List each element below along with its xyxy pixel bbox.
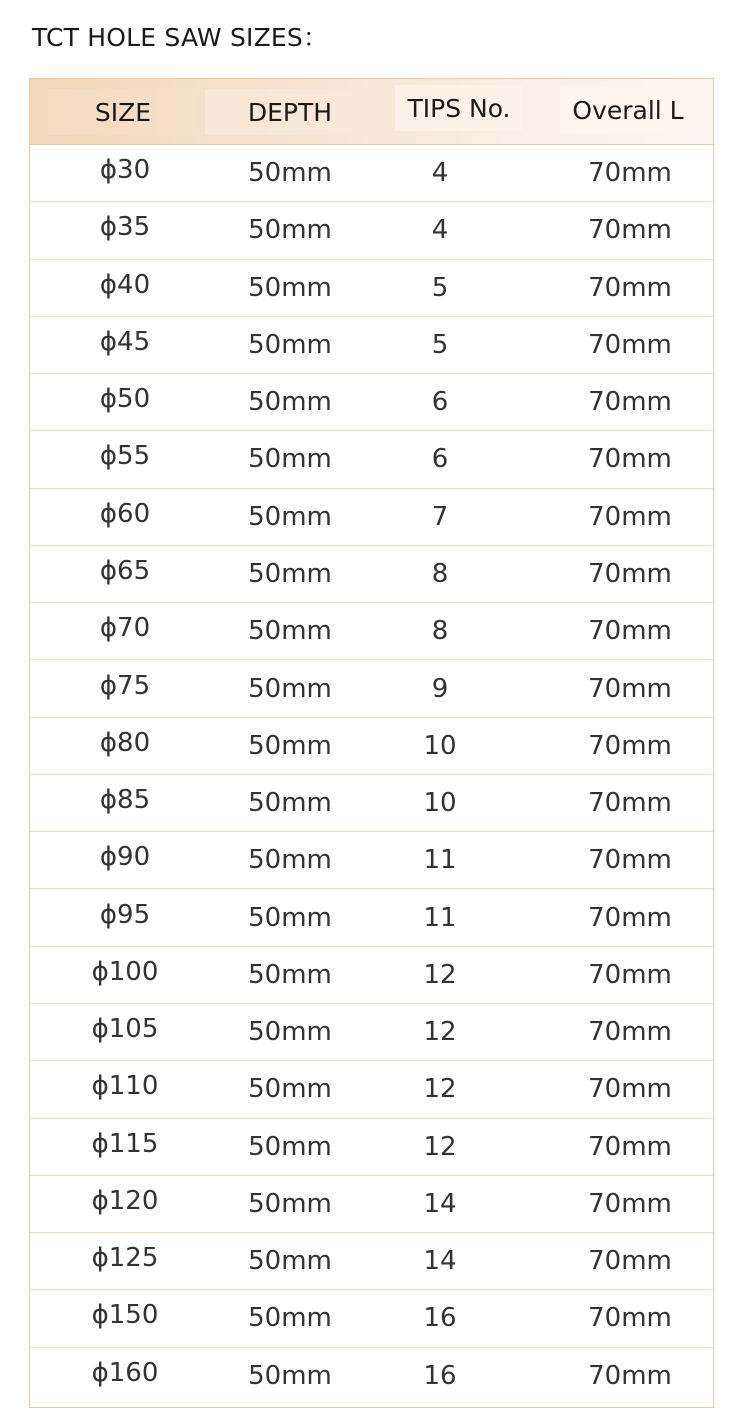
- cell-overall-length: 70mm: [588, 845, 672, 876]
- cell-tips: 9: [431, 673, 449, 704]
- table-row: [30, 431, 713, 488]
- cell-overall-length: 70mm: [588, 730, 672, 761]
- table-row: [30, 1061, 713, 1118]
- cell-depth: 50mm: [248, 1188, 332, 1219]
- cell-tips: 16: [423, 1361, 457, 1392]
- cell-overall-length: 70mm: [588, 215, 672, 246]
- cell-overall-length: 70mm: [588, 673, 672, 704]
- cell-overall-length: 70mm: [588, 788, 672, 819]
- cell-size: ϕ105: [91, 1014, 159, 1045]
- cell-tips: 4: [431, 215, 449, 246]
- table-row: [30, 718, 713, 775]
- cell-tips: 14: [423, 1188, 457, 1219]
- cell-tips: 6: [431, 387, 449, 418]
- cell-overall-length: 70mm: [588, 1017, 672, 1048]
- cell-overall-length: 70mm: [588, 1131, 672, 1162]
- cell-depth: 50mm: [248, 558, 332, 589]
- table-row: [30, 317, 713, 374]
- cell-overall-length: 70mm: [588, 1074, 672, 1105]
- cell-depth: 50mm: [248, 329, 332, 360]
- cell-overall-length: 70mm: [588, 272, 672, 303]
- cell-depth: 50mm: [248, 158, 332, 189]
- cell-size: ϕ90: [99, 842, 151, 873]
- table-row: [30, 374, 713, 431]
- table-row: [30, 1004, 713, 1061]
- cell-tips: 4: [431, 158, 449, 189]
- cell-size: ϕ160: [91, 1358, 159, 1389]
- cell-depth: 50mm: [248, 1361, 332, 1392]
- page-title: TCT HOLE SAW SIZES：: [32, 23, 329, 52]
- table-row: [30, 603, 713, 660]
- table-row: [30, 775, 713, 832]
- cell-overall-length: 70mm: [588, 158, 672, 189]
- cell-overall-length: 70mm: [588, 1361, 672, 1392]
- cell-size: ϕ100: [91, 956, 159, 987]
- table-row: [30, 889, 713, 946]
- table-row: [30, 546, 713, 603]
- cell-depth: 50mm: [248, 1074, 332, 1105]
- cell-overall-length: 70mm: [588, 387, 672, 418]
- cell-depth: 50mm: [248, 387, 332, 418]
- table-row: [30, 202, 713, 259]
- cell-overall-length: 70mm: [588, 501, 672, 532]
- cell-depth: 50mm: [248, 1131, 332, 1162]
- cell-depth: 50mm: [248, 1017, 332, 1048]
- cell-overall-length: 70mm: [588, 959, 672, 990]
- cell-depth: 50mm: [248, 272, 332, 303]
- cell-depth: 50mm: [248, 845, 332, 876]
- cell-size: ϕ50: [99, 384, 151, 415]
- cell-depth: 50mm: [248, 959, 332, 990]
- cell-size: ϕ95: [99, 899, 151, 930]
- cell-size: ϕ60: [99, 498, 151, 529]
- cell-tips: 8: [431, 616, 449, 647]
- cell-overall-length: 70mm: [588, 1188, 672, 1219]
- cell-overall-length: 70mm: [588, 444, 672, 475]
- cell-tips: 5: [431, 329, 449, 360]
- header-depth: DEPTH: [205, 89, 375, 135]
- cell-tips: 12: [423, 959, 457, 990]
- cell-size: ϕ120: [91, 1185, 159, 1216]
- cell-depth: 50mm: [248, 902, 332, 933]
- cell-overall-length: 70mm: [588, 1246, 672, 1277]
- cell-tips: 8: [431, 558, 449, 589]
- cell-size: ϕ110: [91, 1071, 159, 1102]
- table-row: [30, 1119, 713, 1176]
- cell-tips: 11: [423, 902, 457, 933]
- cell-depth: 50mm: [248, 730, 332, 761]
- cell-overall-length: 70mm: [588, 329, 672, 360]
- cell-tips: 12: [423, 1131, 457, 1162]
- cell-tips: 6: [431, 444, 449, 475]
- cell-size: ϕ35: [99, 212, 151, 243]
- table-row: [30, 1176, 713, 1233]
- header-size: SIZE: [48, 89, 198, 135]
- cell-depth: 50mm: [248, 1303, 332, 1334]
- cell-tips: 10: [423, 788, 457, 819]
- table-row: [30, 1290, 713, 1347]
- table-header: [30, 79, 713, 145]
- cell-depth: 50mm: [248, 444, 332, 475]
- cell-depth: 50mm: [248, 673, 332, 704]
- cell-size: ϕ125: [91, 1243, 159, 1274]
- cell-tips: 5: [431, 272, 449, 303]
- cell-tips: 10: [423, 730, 457, 761]
- cell-tips: 7: [431, 501, 449, 532]
- cell-size: ϕ70: [99, 613, 151, 644]
- cell-size: ϕ80: [99, 727, 151, 758]
- header-tips-no: TIPS No.: [395, 85, 523, 131]
- cell-tips: 12: [423, 1074, 457, 1105]
- sizes-table: [29, 78, 714, 1408]
- cell-overall-length: 70mm: [588, 558, 672, 589]
- table-body: [30, 145, 713, 1405]
- cell-size: ϕ40: [99, 269, 151, 300]
- cell-size: ϕ65: [99, 555, 151, 586]
- cell-depth: 50mm: [248, 788, 332, 819]
- cell-overall-length: 70mm: [588, 902, 672, 933]
- cell-size: ϕ115: [91, 1128, 159, 1159]
- table-row: [30, 260, 713, 317]
- cell-tips: 14: [423, 1246, 457, 1277]
- table-row: [30, 1348, 713, 1405]
- cell-size: ϕ45: [99, 326, 151, 357]
- cell-depth: 50mm: [248, 501, 332, 532]
- cell-overall-length: 70mm: [588, 616, 672, 647]
- table-row: [30, 145, 713, 202]
- header-overall-length: Overall L: [560, 87, 696, 133]
- cell-depth: 50mm: [248, 616, 332, 647]
- cell-overall-length: 70mm: [588, 1303, 672, 1334]
- table-row: [30, 832, 713, 889]
- cell-depth: 50mm: [248, 1246, 332, 1277]
- table-row: [30, 1233, 713, 1290]
- cell-size: ϕ75: [99, 670, 151, 701]
- cell-tips: 16: [423, 1303, 457, 1334]
- cell-depth: 50mm: [248, 215, 332, 246]
- cell-size: ϕ150: [91, 1300, 159, 1331]
- cell-size: ϕ55: [99, 441, 151, 472]
- cell-size: ϕ85: [99, 785, 151, 816]
- table-row: [30, 489, 713, 546]
- table-row: [30, 947, 713, 1004]
- cell-tips: 11: [423, 845, 457, 876]
- cell-size: ϕ30: [99, 155, 151, 186]
- table-row: [30, 660, 713, 717]
- cell-tips: 12: [423, 1017, 457, 1048]
